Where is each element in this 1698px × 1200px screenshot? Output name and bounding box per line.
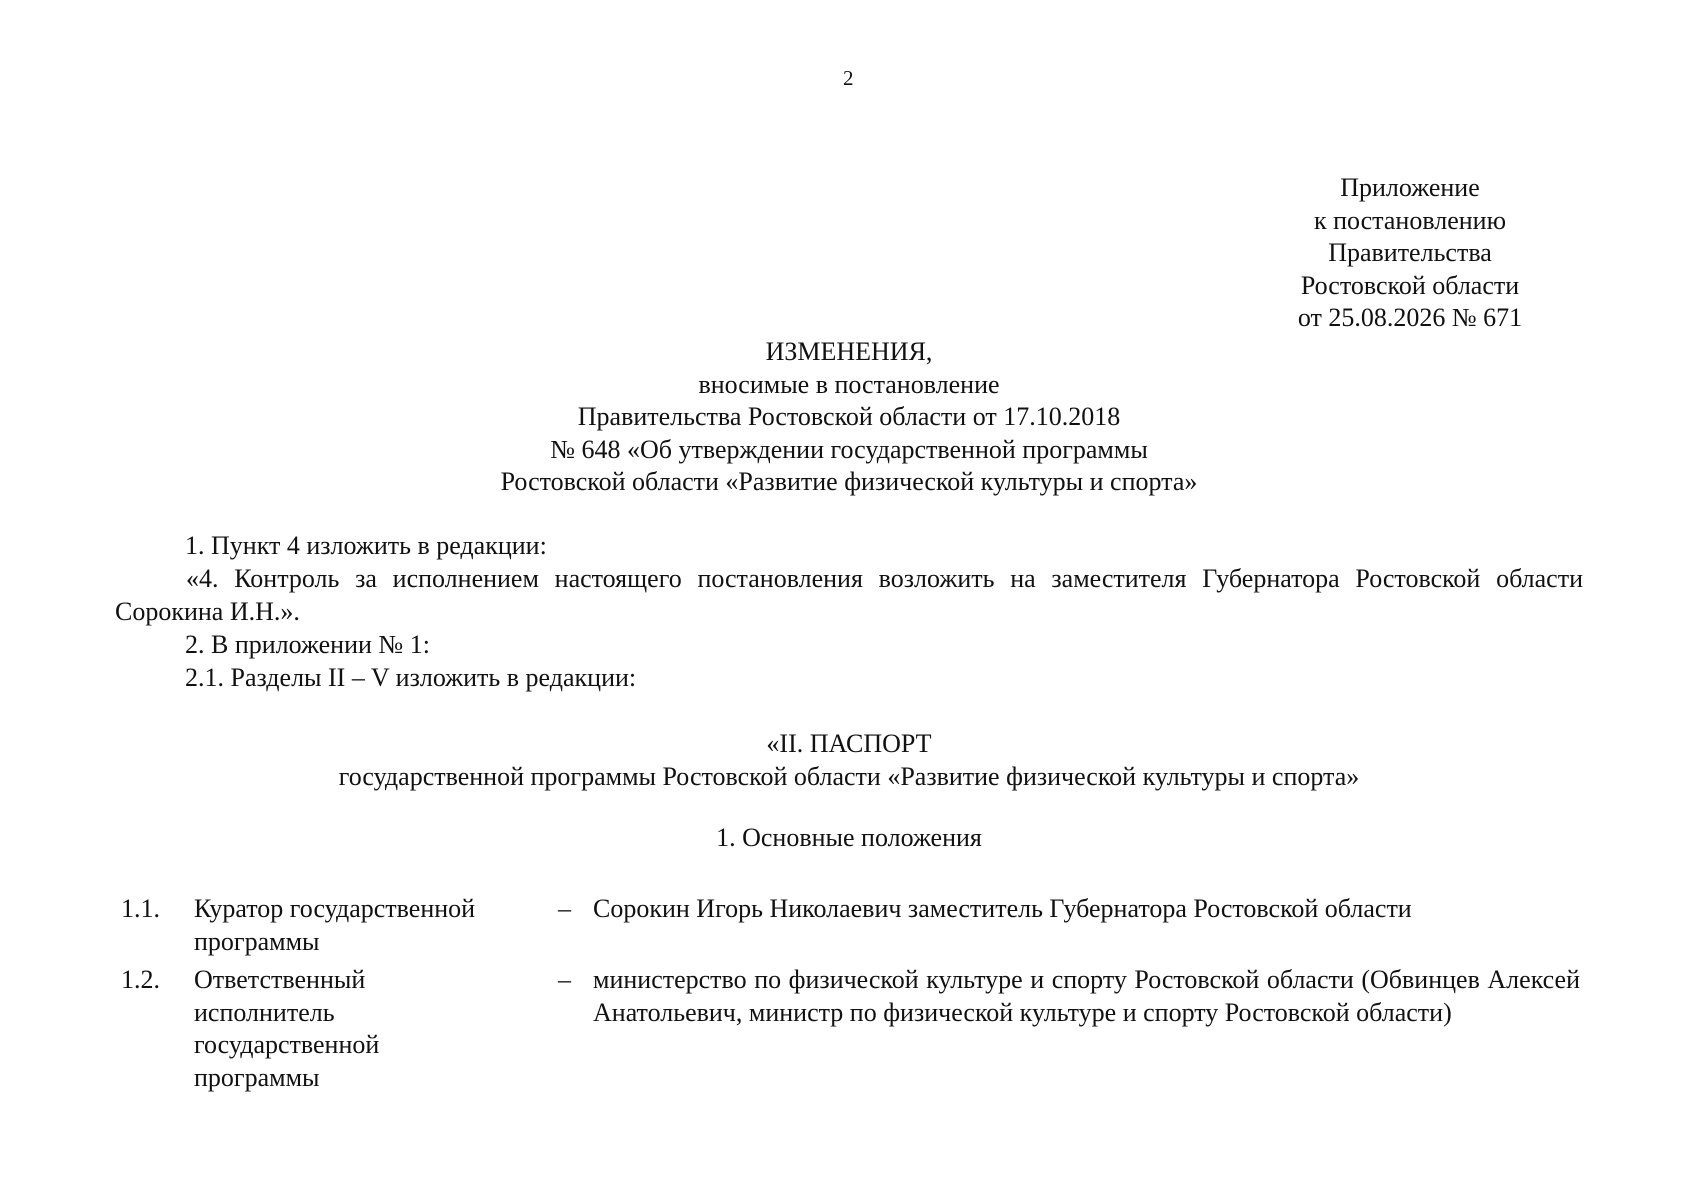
document-title [0,336,1698,499]
row-dash: – [558,894,571,923]
row-name: Куратор государственной программы [194,894,476,956]
section-subtitle: государственной программы Ростовской области «Развитие физической культуры и спорта» [338,762,1360,791]
row-number: 1.2. [121,965,160,994]
appendix-line: Ростовской области [1300,270,1520,300]
page-number: 2 [843,66,854,90]
paragraph-2: 2. В приложении № 1: [185,630,430,659]
title-line: вносимые в постановление [698,369,1000,399]
title-line: Ростовской области «Развитие физической культуры и спорта» [500,467,1198,497]
title-line: ИЗМЕНЕНИЯ, [765,337,933,366]
appendix-line: Приложение [1340,173,1480,202]
row-dash: – [558,965,571,994]
row-value: министерство по физической культуре и спорту Ростовской области (Обвинцев Алексей Анатольевич, министр по физической культуре и спорту Ростовской области) [593,965,1580,1027]
appendix-date-number: от 25.08.2026 № 671 [1297,303,1523,333]
row-number: 1.1. [121,894,160,923]
title-line: № 648 «Об утверждении государственной программы [550,434,1148,464]
paragraph-1: 1. Пункт 4 изложить в редакции: [185,531,547,560]
appendix-line: к постановлению [1313,205,1507,235]
appendix-line: Правительства [1328,238,1492,268]
paragraph-1-quote: «4. Контроль за исполнением настоящего постановления возложить на заместителя Губернатора Ростовской области Сорокина И.Н.». [115,564,1583,626]
paragraph-2-1: 2.1. Разделы II – V изложить в редакции: [185,663,637,692]
row-name: Ответственный исполнитель государственной программы [194,965,380,1092]
row-value: Сорокин Игорь Николаевич заместитель Губернатора Ростовской области [593,894,1412,923]
section-title: «II. ПАСПОРТ [766,729,932,758]
subsection-title: 1. Основные положения [716,823,982,852]
appendix-header [1240,172,1580,335]
title-line: Правительства Ростовской области от 17.10.2018 [577,402,1121,432]
